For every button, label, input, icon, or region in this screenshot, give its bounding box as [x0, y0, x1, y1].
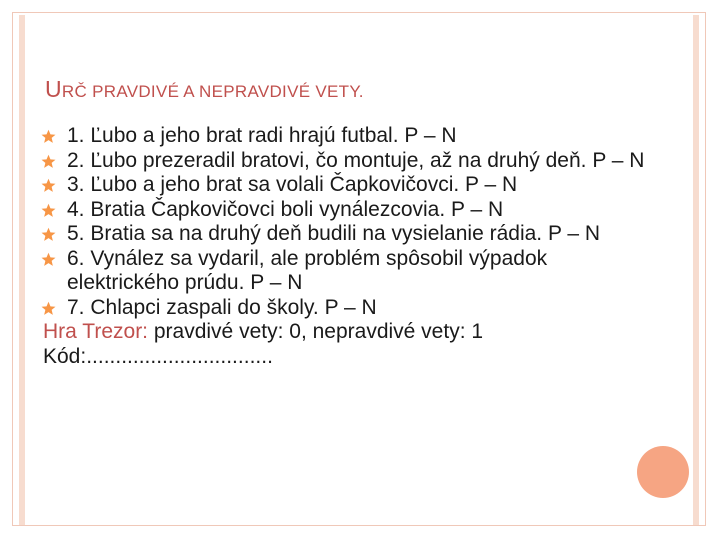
list-item-text: 6. Vynález sa vydaril, ale problém spôsobil výpadok elektrického prúdu. P – N [67, 246, 548, 294]
list-item [43, 222, 663, 247]
star-icon [41, 301, 56, 316]
list-item-text: 3. Ľubo a jeho brat sa volali Čapkovičovci. P – N [67, 173, 518, 196]
trezor-text: pravdivé vety: 0, nepravdivé vety: 1 [148, 320, 484, 343]
list-item-text: 7. Chlapci zaspali do školy. P – N [67, 295, 377, 319]
star-icon [41, 203, 56, 218]
code-text: Kód:................................ [43, 344, 273, 368]
list-item [43, 296, 663, 321]
list-item-text: 2. Ľubo prezeradil bratovi, čo montuje, až na druhý deň. P – N [67, 148, 645, 172]
list-item [43, 149, 663, 174]
slide-content [43, 124, 663, 369]
title-rest: RČ PRAVDIVÉ A NEPRAVDIVÉ VETY [61, 82, 359, 101]
list-item [43, 247, 663, 296]
list-item [43, 198, 663, 223]
star-icon [41, 129, 56, 144]
list-item-text: 4. Bratia Čapkovičovci boli vynálezcovia. P – N [67, 197, 504, 221]
star-icon [41, 252, 56, 267]
title-end: . [358, 82, 364, 101]
list-item-text: 1. Ľubo a jeho brat radi hrajú futbal. P – N [67, 124, 457, 147]
slide-title [45, 76, 665, 103]
trezor-line [43, 320, 663, 345]
list-item-text: 5. Bratia sa na druhý deň budili na vysielanie rádia. P – N [67, 222, 601, 245]
list-item [43, 173, 663, 198]
right-decor-bar [693, 15, 699, 525]
list-item [43, 124, 663, 149]
star-icon [41, 154, 56, 169]
star-icon [41, 178, 56, 193]
code-line [43, 345, 663, 370]
title-first-letter: U [45, 76, 62, 102]
trezor-label: Hra Trezor: [43, 320, 149, 343]
decor-circle [637, 446, 689, 498]
left-decor-bar [19, 15, 25, 525]
star-icon [41, 227, 56, 242]
